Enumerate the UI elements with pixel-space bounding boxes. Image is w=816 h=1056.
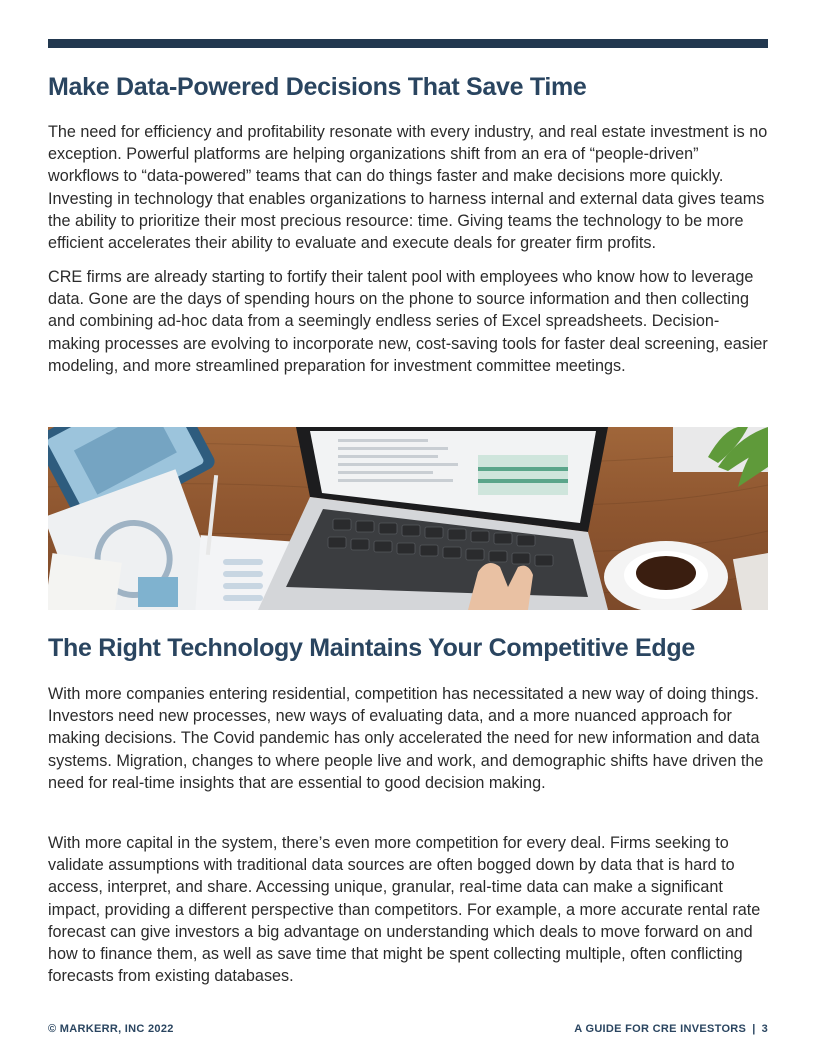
section-heading-competitive-edge: The Right Technology Maintains Your Competitive Edge <box>48 634 695 662</box>
footer-guide <box>574 1023 768 1035</box>
footer-guide-title: A GUIDE FOR CRE INVESTORS <box>574 1023 747 1035</box>
laptop-desk-photo-icon <box>48 427 768 610</box>
page-number: 3 <box>761 1023 768 1035</box>
paragraph-competition: With more companies entering residential, competition has necessitated a new way of doing things. Investors need new processes, new ways of evaluating data, and a more nuanced approach for making decisions. The Covid pandemic has only accelerated the need for new information and data systems. Migration, changes to where people live and work, and demographic shifts have driven the need for real-time insights that are essential to good decision making. <box>48 685 764 792</box>
footer-separator: | <box>752 1023 756 1035</box>
paragraph-cre-firms: CRE firms are already starting to fortify their talent pool with employees who know how to leverage data. Gone are the days of spending hours on the phone to source information and then collecting and combining ad-hoc data from a seemingly endless series of Excel spreadsheets. Decision-making processes are evolving to incorporate new, cost-saving tools for faster deal screening, easier modeling, and more streamlined preparation for investment committee meetings. <box>48 268 768 375</box>
top-rule <box>48 39 768 48</box>
hero-image <box>48 427 768 610</box>
section-heading-data-decisions: Make Data-Powered Decisions That Save Time <box>48 73 587 101</box>
paragraph-efficiency: The need for efficiency and profitability resonate with every industry, and real estate investment is no exception. Powerful platforms are helping organizations shift from an era of “people-driven” workflows to “data-powered” teams that can do things faster and make decisions more quickly. Investing in technology that enables organizations to harness internal and external data gives teams the ability to prioritize their most precious resource: time. Giving teams the technology to be more efficient accelerates their ability to evaluate and execute deals for greater firm profits. <box>48 123 768 253</box>
footer-copyright: © MARKERR, INC 2022 <box>48 1023 174 1035</box>
paragraph-capital: With more capital in the system, there’s even more competition for every deal. Firms seeking to validate assumptions with traditional data sources are often bogged down by data that is hard to access, interpret, and share. Accessing unique, granular, real-time data can make a significant impact, providing a different perspective than competitors. For example, a more accurate rental rate forecast can give investors a big advantage on understanding which deals to move forward on and how to finance them, as well as save time that might be spent collecting multiple, often conflicting forecasts from existing databases. <box>48 834 761 986</box>
